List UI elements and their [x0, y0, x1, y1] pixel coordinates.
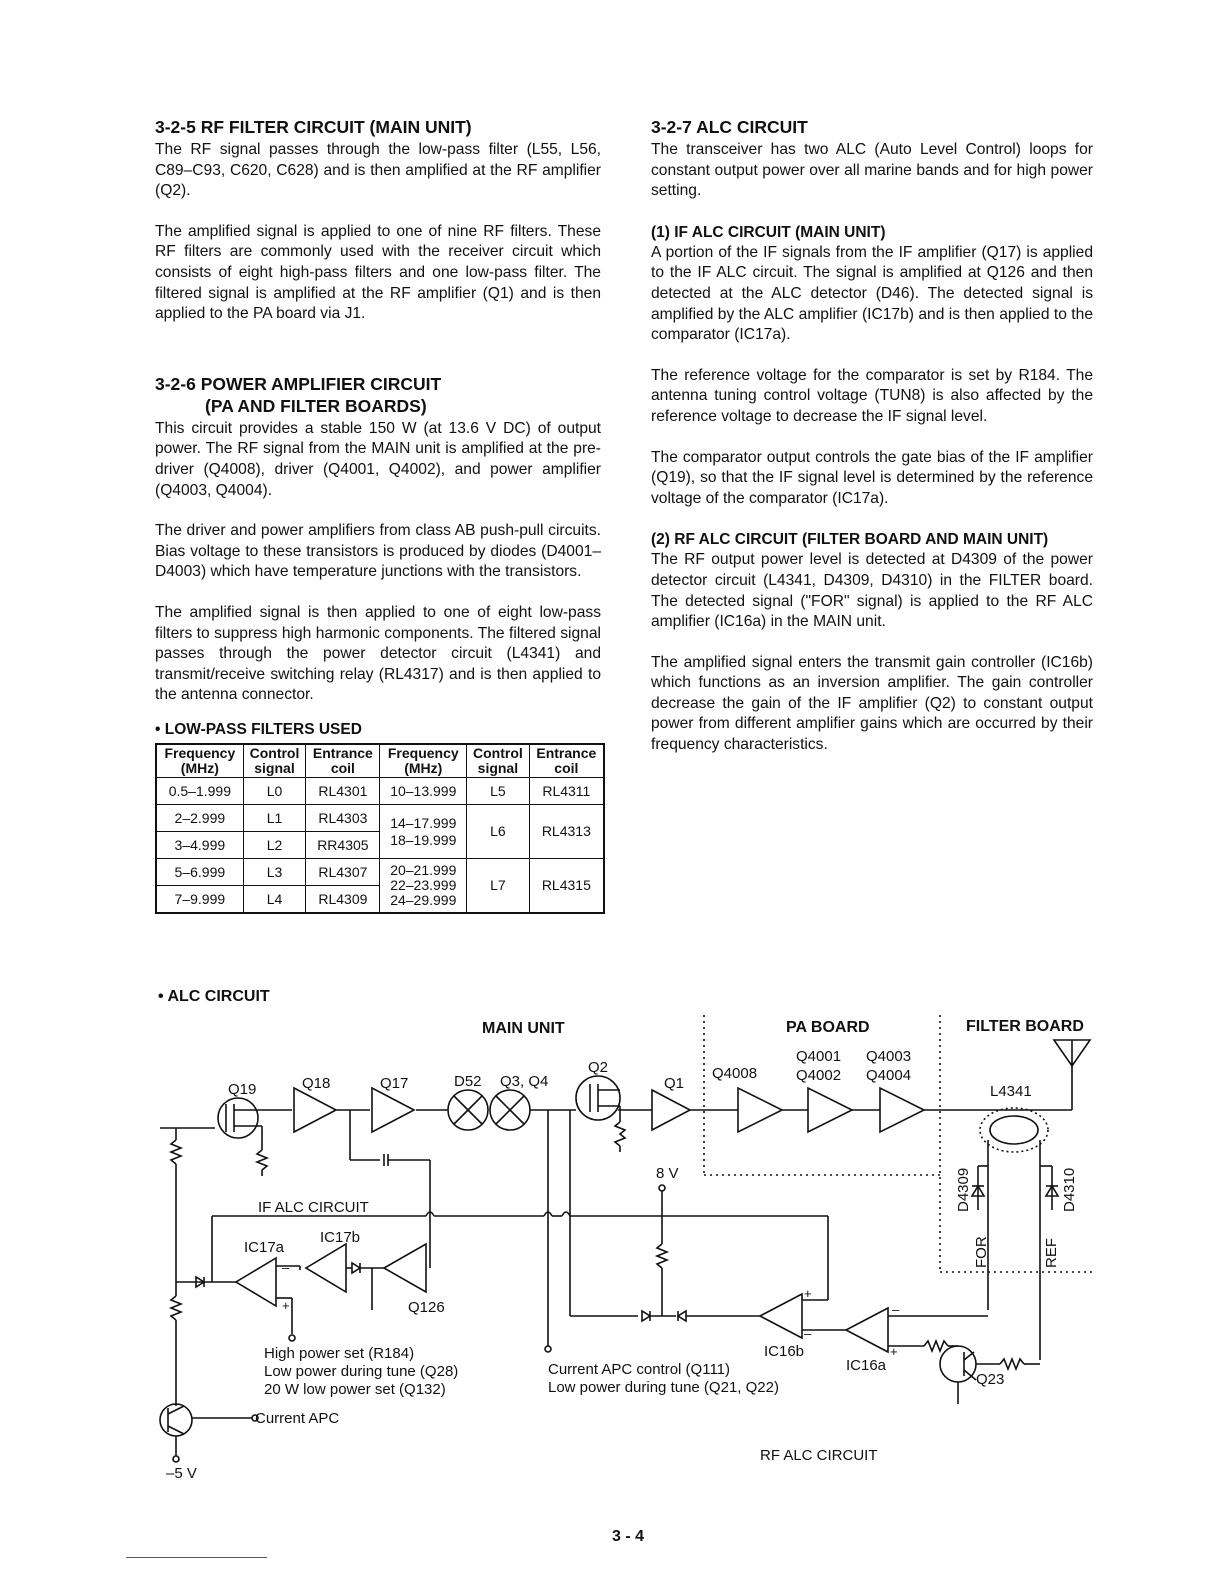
ic17a-minus: – [282, 1260, 290, 1275]
cell: L0 [243, 778, 306, 805]
q126-label: Q126 [408, 1299, 445, 1316]
cell: 20–21.999 22–23.999 24–29.999 [380, 859, 467, 914]
cell: RL4313 [529, 805, 604, 859]
lpf-header-coil: Entrance coil [306, 744, 380, 778]
cell: L5 [467, 778, 530, 805]
high-power-set-label: High power set (R184) [264, 1345, 415, 1362]
cell: RL4309 [306, 886, 380, 914]
q4003-amp [880, 1088, 924, 1132]
q19-label: Q19 [228, 1081, 257, 1098]
current-apc-control-label: Current APC control (Q111) [548, 1361, 731, 1378]
lpf-header-ctrl: Control signal [243, 744, 306, 778]
q17-label: Q17 [380, 1075, 409, 1092]
ic17b-amp [306, 1244, 346, 1292]
ic16b-plus: + [804, 1286, 812, 1301]
q4001-amp [808, 1088, 852, 1132]
main-unit-label: MAIN UNIT [482, 1020, 565, 1037]
ref-label: REF [1043, 1238, 1060, 1268]
q18-label: Q18 [302, 1075, 331, 1092]
filter-board-label: FILTER BOARD [966, 1018, 1084, 1035]
ic16a-amp [846, 1308, 888, 1352]
cell: RR4305 [306, 832, 380, 859]
footer-line [126, 1557, 267, 1558]
rail-resistor-top [171, 1140, 181, 1164]
l4341-coil [990, 1116, 1038, 1144]
alc-diagram-title: • ALC CIRCUIT [158, 988, 270, 1005]
q4003-label: Q4003 [866, 1048, 912, 1065]
q2-label: Q2 [588, 1059, 609, 1076]
d52-label: D52 [454, 1073, 482, 1090]
cell: 10–13.999 [380, 778, 467, 805]
q1-amp [652, 1090, 690, 1130]
section-325-p2: The amplified signal is applied to one of nine RF filters. These RF filters are commonly used with the receiver circuit which consists of eight high-pass filters and one low-pass filter. The filtered signal is amplified at the RF amplifier (Q1) and is then applied to the PA board via J1. [155, 222, 601, 323]
q4002-label: Q4002 [796, 1067, 842, 1084]
q18-amp [294, 1088, 336, 1132]
cell: L4 [243, 886, 306, 914]
q3q4-label: Q3, Q4 [500, 1073, 549, 1090]
d4309-label: D4309 [955, 1167, 972, 1212]
if-alc-p3: The comparator output controls the gate bias of the IF amplifier (Q19), so that the IF signal level is determined by the reference voltage of the comparator (IC17a). [651, 448, 1093, 507]
8v-label: 8 V [656, 1165, 679, 1182]
ic16b-amp [760, 1294, 802, 1338]
if-alc-heading: (1) IF ALC CIRCUIT (MAIN UNIT) [651, 223, 886, 241]
low-power-tune-label: Low power during tune (Q28) [264, 1363, 459, 1380]
ic17a-plus: + [282, 1298, 290, 1313]
q1-label: Q1 [664, 1075, 685, 1092]
cell: L1 [243, 805, 306, 832]
20w-low-power-label: 20 W low power set (Q132) [264, 1381, 446, 1398]
pa-board-label: PA BOARD [786, 1019, 870, 1036]
lpf-header-freq: Frequency (MHz) [156, 744, 243, 778]
current-apc-label: Current APC [255, 1410, 340, 1427]
section-325-p1: The RF signal passes through the low-pass filter (L55, L56, C89–C93, C620, C628) and is then amplified at the RF amplifier (Q2). [155, 141, 601, 200]
q4008-label: Q4008 [712, 1065, 758, 1082]
page-number: 3 - 4 [612, 1528, 645, 1545]
cell: RL4315 [529, 859, 604, 914]
q2-source-resistor [615, 1122, 625, 1146]
section-326-heading-line2: (PA AND FILTER BOARDS) [205, 395, 427, 416]
cell: L2 [243, 832, 306, 859]
cell: 2–2.999 [156, 805, 243, 832]
for-label: FOR [973, 1236, 990, 1268]
if-alc-p1: A portion of the IF signals from the IF amplifier (Q17) is applied to the IF ALC circuit. The signal is amplified at Q126 and then detected at the ALC detector (D46). The detected signal is amplified by the ALC amplifier (IC17b) and is then applied to the comparator (IC17a). [651, 243, 1093, 344]
lpf-header-coil-2: Entrance coil [529, 744, 604, 778]
section-326-p1: This circuit provides a stable 150 W (at 13.6 V DC) of output power. The RF signal from the MAIN unit is amplified at the pre-driver (Q4008), driver (Q4001, Q4002), and power amplifier (Q4003, Q4004). [155, 419, 601, 499]
8v-resistor [657, 1244, 667, 1268]
cell: 0.5–1.999 [156, 778, 243, 805]
ic16a-label: IC16a [846, 1357, 887, 1374]
current-apc-transistor [160, 1404, 192, 1436]
section-326-p2: The driver and power amplifiers from class AB push-pull circuits. Bias voltage to these transistors is produced by diodes (D4001–D4003) which have temperature junctions with the transistors. [155, 522, 601, 581]
rf-alc-label: RF ALC CIRCUIT [760, 1447, 878, 1464]
rf-alc-p2: The amplified signal enters the transmit gain controller (IC16b) which functions as an inversion amplifier. The gain controller decrease the gain of the IF amplifier (Q2) to constant output power from different amplifier gains which are occurred by their frequency characteristics. [651, 653, 1093, 754]
section-326-p3: The amplified signal is then applied to one of eight low-pass filters to suppress high harmonic components. The filtered signal passes through the power detector circuit (L4341) and transmit/receive switching relay (RL4317) and is then applied to the antenna connector. [155, 603, 601, 704]
section-327-p1: The transceiver has two ALC (Auto Level Control) loops for constant output power over all marine bands and for high power setting. [651, 141, 1093, 200]
q23-transistor [940, 1346, 976, 1382]
q23-label: Q23 [976, 1371, 1005, 1388]
l4341-label: L4341 [990, 1083, 1032, 1100]
cell: RL4311 [529, 778, 604, 805]
low-power-tune-q21-label: Low power during tune (Q21, Q22) [548, 1379, 779, 1396]
rf-alc-heading: (2) RF ALC CIRCUIT (FILTER BOARD AND MAIN UNIT) [651, 531, 1049, 549]
lpf-table-title: • LOW-PASS FILTERS USED [155, 720, 362, 738]
cell: L6 [467, 805, 530, 859]
ic17a-label: IC17a [244, 1239, 285, 1256]
section-326-heading-line1: 3-2-6 POWER AMPLIFIER CIRCUIT [155, 373, 442, 394]
q4001-label: Q4001 [796, 1048, 842, 1065]
lpf-header-freq-2: Frequency (MHz) [380, 744, 467, 778]
ic16a-minus: – [892, 1302, 900, 1317]
cell: L7 [467, 859, 530, 914]
ic16b-label: IC16b [764, 1343, 805, 1360]
section-325-heading: 3-2-5 RF FILTER CIRCUIT (MAIN UNIT) [155, 117, 472, 137]
cell: 5–6.999 [156, 859, 243, 886]
q19-symbol [218, 1098, 258, 1138]
cell: RL4301 [306, 778, 380, 805]
cell: RL4303 [306, 805, 380, 832]
ic17b-label: IC17b [320, 1229, 361, 1246]
q126-amp [384, 1244, 426, 1292]
cell: L3 [243, 859, 306, 886]
ic16b-minus: – [804, 1326, 812, 1341]
q4004-label: Q4004 [866, 1067, 912, 1084]
cell: RL4307 [306, 859, 380, 886]
lpf-header-ctrl-2: Control signal [467, 744, 530, 778]
ic16a-plus: + [890, 1344, 898, 1359]
q17-amp [372, 1088, 414, 1132]
if-alc-p2: The reference voltage for the comparator is set by R184. The antenna tuning control voltage (TUN8) is also affected by the reference voltage to decrease the IF signal level. [651, 366, 1093, 425]
ic17a-amp [236, 1258, 276, 1306]
d4310-label: D4310 [1061, 1167, 1078, 1212]
minus-5v-label: –5 V [166, 1465, 197, 1482]
cell: 14–17.999 18–19.999 [380, 805, 467, 859]
rail-resistor-bottom [171, 1296, 181, 1320]
q4008-amp [738, 1088, 782, 1132]
cell: 3–4.999 [156, 832, 243, 859]
section-327-heading: 3-2-7 ALC CIRCUIT [651, 117, 808, 137]
cell: 7–9.999 [156, 886, 243, 914]
rf-alc-p1: The RF output power level is detected at D4309 of the power detector circuit (L4341, D4309, D4310) in the FILTER board. The detected signal ("FOR" signal) is applied to the RF ALC amplifier (IC16a) in the MAIN unit. [651, 551, 1093, 631]
if-alc-label: IF ALC CIRCUIT [258, 1199, 369, 1216]
q19-source-resistor [257, 1150, 267, 1170]
